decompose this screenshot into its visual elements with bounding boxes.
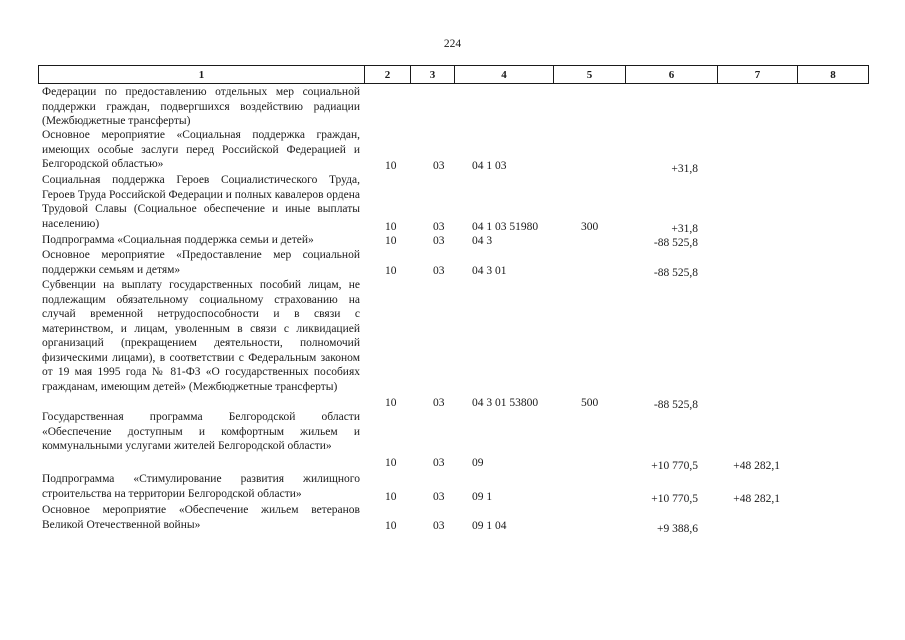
cell-expense-type: 300 (581, 221, 599, 233)
cell-subsection: 03 (433, 235, 445, 247)
row-description: Подпрограмма «Социальная поддержка семьи и детей» (42, 234, 314, 246)
header-col-3: 3 (411, 66, 455, 84)
cell-target-code: 04 3 01 53800 (472, 397, 539, 409)
cell-subsection: 03 (433, 457, 445, 469)
cell-section: 10 (385, 491, 397, 503)
row-description: Субвенции на выплату государственных пособий лицам, не подлежащим обязательному социальному страхованию на случай временной нетрудоспособности и в связи с материнством, и лицам, уволенным в связи с ликвидацией организаций (прекращением деятельности, полномочий физическими лицами), в соответствии с Федеральным законом от 19 мая 1995 года № 81-ФЗ «О государственных пособиях гражданам, имеющим детей» (Межбюджетные трансферты) (42, 279, 360, 393)
cell-amount-1: +31,8 (671, 163, 698, 175)
cell-target-code: 04 3 (472, 235, 493, 247)
header-col-8: 8 (798, 66, 869, 84)
cell-amount-2: +48 282,1 (733, 493, 780, 505)
row-description: Государственная программа Белгородской области «Обеспечение доступным и комфортным жильем и коммунальными услугами жителей Белгородской области» (42, 411, 360, 452)
cell-section: 10 (385, 221, 397, 233)
cell-section: 10 (385, 520, 397, 532)
cell-amount-2: +48 282,1 (733, 460, 780, 472)
row-description: Социальная поддержка Героев Социалистического Труда, Героев Труда Российской Федерации и полных кавалеров ордена Трудовой Славы (Социальное обеспечение и иные выплаты населению) (42, 174, 360, 230)
cell-subsection: 03 (433, 160, 445, 172)
table-header (38, 65, 869, 84)
header-col-6: 6 (626, 66, 718, 84)
page-number: 224 (443, 38, 462, 50)
row-description: Федерации по предоставлению отдельных мер социальной поддержки граждан, подвергшихся воздействию радиации (Межбюджетные трансферты) (42, 86, 360, 127)
header-col-2: 2 (365, 66, 411, 84)
header-col-5: 5 (554, 66, 626, 84)
cell-section: 10 (385, 265, 397, 277)
header-col-7: 7 (718, 66, 798, 84)
row-description: Подпрограмма «Стимулирование развития жилищного строительства на территории Белгородской области» (42, 473, 360, 500)
cell-subsection: 03 (433, 221, 445, 233)
header-col-4: 4 (455, 66, 554, 84)
row-description: Основное мероприятие «Обеспечение жильем ветеранов Великой Отечественной войны» (42, 504, 360, 531)
cell-amount-1: +31,8 (671, 223, 698, 235)
cell-section: 10 (385, 235, 397, 247)
cell-target-code: 04 3 01 (472, 265, 507, 277)
cell-amount-1: -88 525,8 (653, 237, 698, 249)
cell-amount-1: -88 525,8 (653, 267, 698, 279)
cell-section: 10 (385, 397, 397, 409)
cell-amount-1: +10 770,5 (651, 460, 698, 472)
cell-amount-1: -88 525,8 (653, 399, 698, 411)
cell-target-code: 04 1 03 (472, 160, 507, 172)
cell-subsection: 03 (433, 397, 445, 409)
cell-section: 10 (385, 457, 397, 469)
cell-subsection: 03 (433, 520, 445, 532)
cell-subsection: 03 (433, 491, 445, 503)
cell-section: 10 (385, 160, 397, 172)
cell-target-code: 09 (472, 457, 484, 469)
cell-target-code: 09 1 (472, 491, 493, 503)
cell-subsection: 03 (433, 265, 445, 277)
cell-amount-1: +10 770,5 (651, 493, 698, 505)
row-description: Основное мероприятие «Социальная поддержка граждан, имеющих особые заслуги перед Российской Федерацией и Белгородской областью» (42, 129, 360, 170)
header-col-1: 1 (39, 66, 365, 84)
cell-target-code: 04 1 03 51980 (472, 221, 539, 233)
cell-amount-1: +9 388,6 (657, 523, 698, 535)
cell-target-code: 09 1 04 (472, 520, 507, 532)
cell-expense-type: 500 (581, 397, 599, 409)
row-description: Основное мероприятие «Предоставление мер социальной поддержки семьям и детям» (42, 249, 360, 276)
